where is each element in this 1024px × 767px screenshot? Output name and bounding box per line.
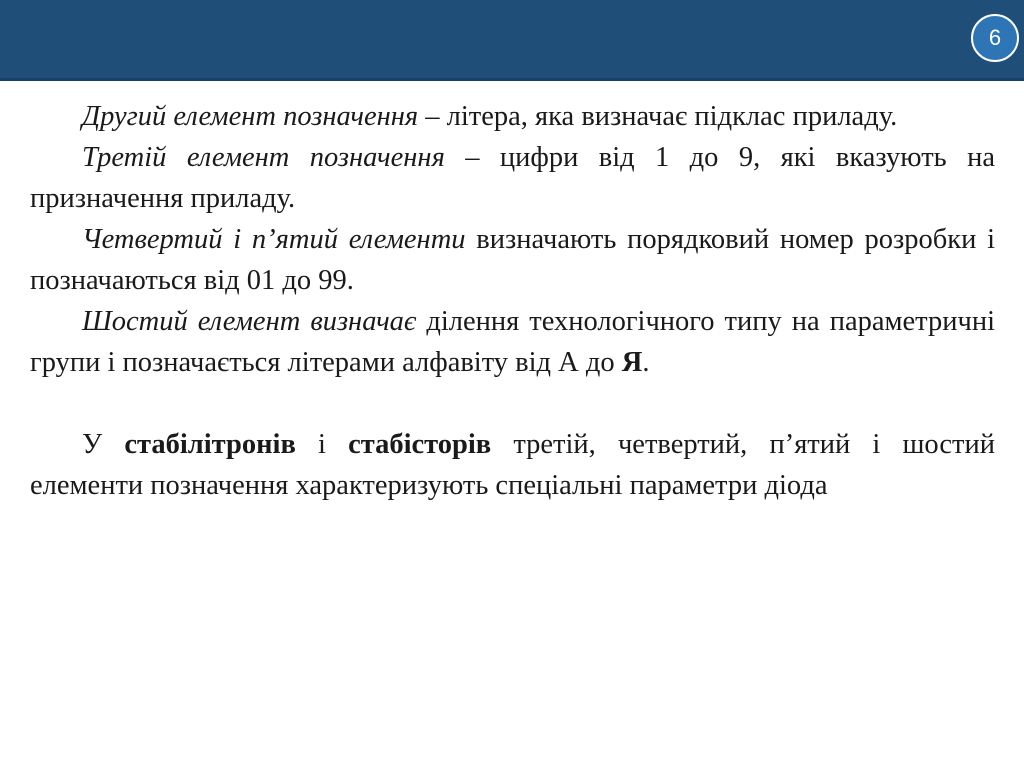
paragraph-italic-term: Другий елемент позначення xyxy=(82,101,419,132)
page-number-badge: 6 xyxy=(971,14,1019,62)
paragraph-text: – цифри від 1 до 9, які вказують на призначення приладу. xyxy=(30,142,995,214)
paragraph-fourth-fifth-elements xyxy=(30,219,995,301)
paragraph-text: третій, четвертий, п’ятий і шостий елементи позначення характеризують спеціальні параметри діода xyxy=(30,429,996,501)
paragraph-period: . xyxy=(642,347,650,378)
paragraph-third-element xyxy=(30,137,995,219)
paragraph-bold-letter: Я xyxy=(621,347,643,378)
paragraph-italic-term: Четвертий і п’ятий елементи xyxy=(82,224,466,255)
paragraph-lead: У xyxy=(82,429,125,460)
paragraph-text: – літера, яка визначає підклас приладу. xyxy=(418,101,898,132)
term-stabilitrons: стабілітронів xyxy=(124,429,296,460)
paragraph-stabilitrons xyxy=(30,424,995,506)
paragraph-italic-term: Третій елемент позначення xyxy=(82,142,445,173)
slide-content xyxy=(30,96,995,506)
header-bar xyxy=(0,0,1024,81)
term-stabistors: стабісторів xyxy=(348,429,492,460)
paragraph-sixth-element xyxy=(30,301,995,383)
paragraph-italic-term: Шостий елемент визначає xyxy=(82,306,417,337)
paragraph-second-element xyxy=(30,96,995,137)
paragraph-conjunction: і xyxy=(295,429,349,460)
paragraph-text: визначають порядковий номер розробки і позначаються від 01 до 99. xyxy=(30,224,995,296)
paragraph-text: ділення технологічного типу на параметричні групи і позначається літерами алфавіту від А до xyxy=(30,306,995,378)
